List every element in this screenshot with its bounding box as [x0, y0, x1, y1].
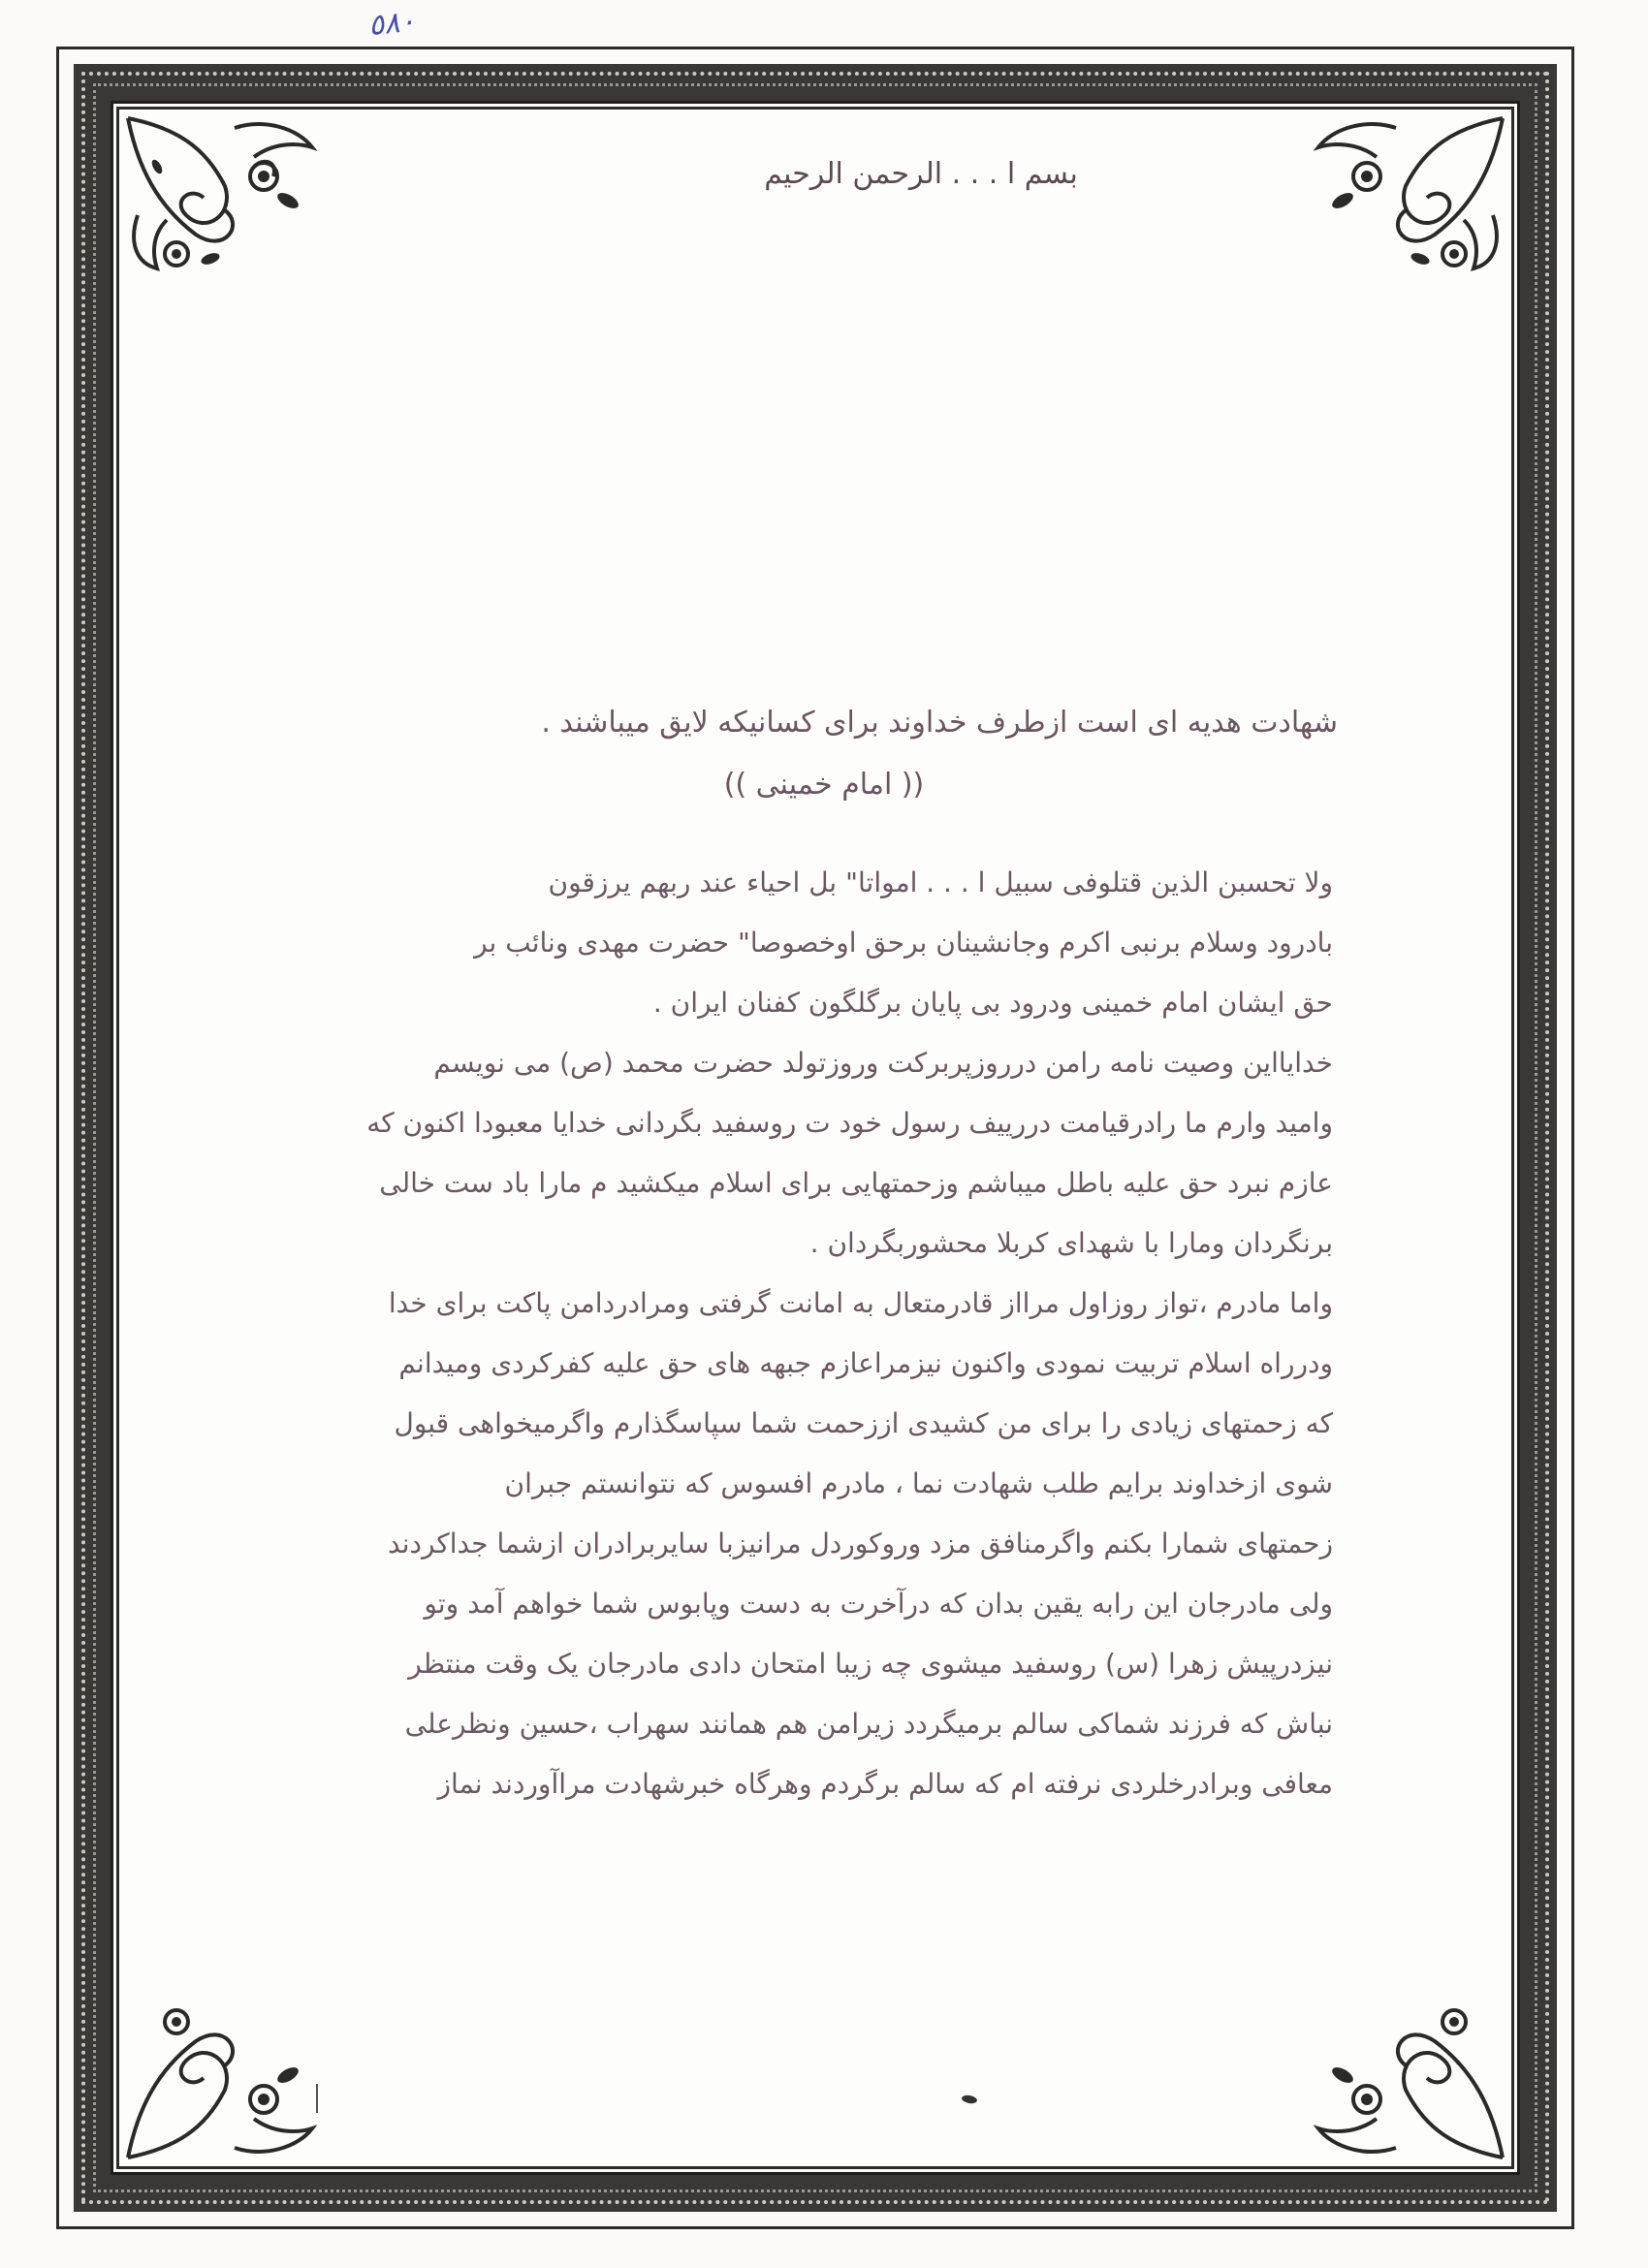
body-line: که زحمتهای زیادی را برای من کشیدی اززحمت شما سپاسگذارم واگرمیخواهی قبول [394, 1407, 1333, 1439]
body-line: شوی ازخداوند برایم طلب شهادت نما ، مادرم افسوس که نتوانستم جبران [504, 1467, 1333, 1499]
body-line: نیزدرپیش زهرا (س) روسفید میشوی چه زیبا امتحان دادی مادرجان یک وقت منتظر [408, 1648, 1333, 1680]
page-number: ٥٨٠ [366, 4, 418, 44]
body-line: معافی وبرادرخلردی نرفته ام که سالم برگردم وهرگاه خبرشهادت مراآوردند نماز [437, 1768, 1333, 1800]
body-line: وامید وارم ما رادرقیامت دررییف رسول خود ت روسفید بگردانی خدایا معبودا اکنون که [366, 1107, 1333, 1139]
body-line: ولا تحسبن الذین قتلوفی سبیل ا . . . امواتا" بل احیاء عند ربهم یرزقون [548, 866, 1333, 898]
floral-corner-ornament-icon [118, 2002, 322, 2167]
body-line: حق ایشان امام خمینی ودرود بی پایان برگلگون کفنان ایران . [652, 987, 1333, 1019]
body-line: نباش که فرزند شماکی سالم برمیگردد زیرامن هم همانند سهراب ،حسین ونظرعلی [404, 1708, 1333, 1740]
body-line: ودرراه اسلام تربیت نمودی واکنون نیزمراعازم جبهه های حق علیه کفرکردی ومیدانم [398, 1347, 1333, 1379]
floral-corner-ornament-icon [1309, 109, 1512, 273]
body-line: بادرود وسلام برنبی اکرم وجانشینان برحق اوخصوصا" حضرت مهدی ونائب بر [474, 927, 1333, 959]
basmala-heading: بسم ا . . . الرحمن الرحيم [764, 157, 1078, 191]
body-line: برنگردان ومارا با شهدای کربلا محشوربگردان . [809, 1227, 1333, 1259]
body-line: زحمتهای شمارا بکنم واگرمنافق مزد وروکوردل مرانیزبا سایربرادران ازشما جداکردند [388, 1528, 1333, 1559]
epigraph-quote: شهادت هدیه ای است ازطرف خداوند برای کسانیکه لایق میباشند . [541, 706, 1338, 740]
floral-corner-ornament-icon [118, 109, 322, 273]
body-line: ولی مادرجان این رابه یقین بدان که درآخرت به دست وپابوس شما خواهم آمد وتو [424, 1588, 1333, 1620]
testament-body [218, 853, 1333, 1814]
body-line: خدایااین وصیت نامه رامن درروزپربرکت وروزتولد حضرت محمد (ص) می نویسم [433, 1047, 1333, 1079]
ink-tick-mark [316, 2084, 318, 2113]
epigraph-attribution: (( امام خمینی )) [723, 768, 925, 802]
floral-corner-ornament-icon [1309, 2002, 1512, 2167]
body-line: واما مادرم ،تواز روزاول مرااز قادرمتعال به امانت گرفتی ومرادردامن پاکت برای خدا [388, 1287, 1333, 1319]
body-line: عازم نبرد حق علیه باطل میباشم وزحمتهایی برای اسلام میکشید م مارا باد ست خالی [379, 1167, 1333, 1199]
